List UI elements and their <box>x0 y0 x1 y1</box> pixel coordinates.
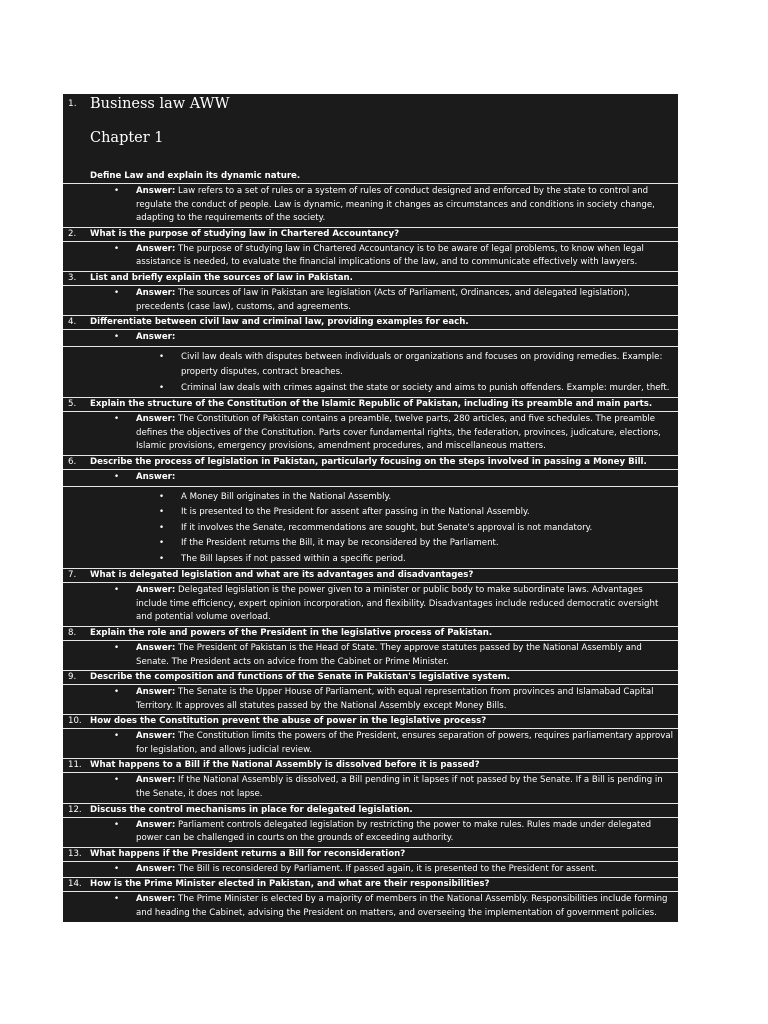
question-text: Describe the process of legislation in Pakistan, particularly focusing on the steps involved in passing a Money Bill. <box>90 457 647 468</box>
answer-label: Answer: <box>136 731 176 742</box>
answer-label: Answer: <box>136 287 176 298</box>
question-text: Explain the role and powers of the President in the legislative process of Pakistan. <box>90 627 493 638</box>
answer-item <box>63 285 678 315</box>
answer-text: The Constitution limits the powers of the President, ensures separation of powers, requires parliamentary approval for legislation, and allows judicial review. <box>136 731 674 755</box>
answer-label: Answer: <box>136 585 176 596</box>
question-heading <box>63 170 678 183</box>
sublist-text: A Money Bill originates in the National Assembly. <box>181 491 392 502</box>
document-title: Business law AWW <box>90 96 230 112</box>
bullet-icon: • <box>159 507 165 518</box>
question-text: List and briefly explain the sources of law in Pakistan. <box>90 272 353 283</box>
bullet-icon: • <box>159 382 165 393</box>
question-heading <box>63 670 678 684</box>
sublist-text: It is presented to the President for assent after passing in the National Assembly. <box>181 507 530 518</box>
sublist-item <box>159 490 674 506</box>
bullet-icon: • <box>159 491 165 502</box>
answer-text: Parliament controls delegated legislation by restricting the power to make rules. Rules made under delegated power can be challenged in courts on the grounds of exceeding authority. <box>136 819 652 844</box>
title-number: 1. <box>68 99 77 109</box>
question-number: 8. <box>68 627 77 638</box>
answer-sublist <box>63 346 678 398</box>
question-heading <box>63 568 678 582</box>
question-number: 11. <box>68 760 82 771</box>
question-heading <box>63 455 678 469</box>
question-heading <box>63 847 678 861</box>
answer-label: Answer: <box>136 894 176 905</box>
question-text: Discuss the control mechanisms in place for delegated legislation. <box>90 804 413 815</box>
answer-text: The Senate is the Upper House of Parliament, with equal representation from provinces and Islamabad Capital Territory. It approves all statutes passed by the National Assembly except Money Bills. <box>136 687 654 711</box>
answer-label: Answer: <box>136 863 176 874</box>
question-text: What happens to a Bill if the National Assembly is dissolved before it is passed? <box>90 760 480 771</box>
bullet-icon: • <box>159 538 165 549</box>
question-heading <box>63 803 678 817</box>
question-number: 2. <box>68 228 77 239</box>
answer-label: Answer: <box>136 332 176 343</box>
answer-text: The Bill is reconsidered by Parliament. If passed again, it is presented to the President for assent. <box>175 863 598 874</box>
answer-text: Law refers to a set of rules or a system of rules of conduct designed and enforced by the state to control and regulate the conduct of people. Law is dynamic, meaning it changes as circumstances and conditions in society change, adapting to the requirements of the society. <box>136 186 655 224</box>
sublist-text: If it involves the Senate, recommendations are sought, but Senate's approval is not mandatory. <box>181 522 593 533</box>
bullet-icon: • <box>114 642 120 653</box>
answer-item <box>63 891 678 921</box>
question-heading <box>63 315 678 329</box>
chapter-heading: Chapter 1 <box>90 130 164 146</box>
question-text: What is delegated legislation and what are its advantages and disadvantages? <box>90 570 474 581</box>
bullet-icon: • <box>114 332 120 343</box>
sublist-text: Civil law deals with disputes between individuals or organizations and focuses on providing remedies. Example: property disputes, contract breaches. <box>181 351 663 378</box>
question-number: 14. <box>68 879 82 890</box>
answer-text: The President of Pakistan is the Head of State. They approve statutes passed by the National Assembly and Senate. The President acts on advice from the Cabinet or Prime Minister. <box>136 642 642 667</box>
question-list <box>63 170 678 922</box>
bullet-icon: • <box>114 585 120 596</box>
sublist-item <box>159 536 674 552</box>
answer-item <box>63 183 678 227</box>
bullet-icon: • <box>114 687 120 698</box>
answer-item <box>63 684 678 714</box>
question-number: 7. <box>68 570 77 581</box>
question-number: 10. <box>68 716 82 727</box>
answer-text: The sources of law in Pakistan are legislation (Acts of Parliament, Ordinances, and delegated legislation), precedents (case law), customs, and agreements. <box>136 287 630 312</box>
bullet-icon: • <box>159 522 165 533</box>
question-text: How does the Constitution prevent the abuse of power in the legislative process? <box>90 716 487 727</box>
sublist-item <box>159 521 674 537</box>
answer-text: If the National Assembly is dissolved, a Bill pending in it lapses if not passed by the Senate. If a Bill is pending in the Senate, it does not lapse. <box>136 775 663 800</box>
bullet-icon: • <box>114 819 120 830</box>
question-number: 4. <box>68 317 77 328</box>
bullet-icon: • <box>114 472 120 483</box>
document-page <box>63 94 678 922</box>
answer-text: The Constitution of Pakistan contains a preamble, twelve parts, 280 articles, and five schedules. The preamble defines the objectives of the Constitution. Parts cover fundamental rights, the federation, provinces, judicature, elections, Islamic provisions, emergency provisions, amendment procedures, and miscellaneous matters. <box>136 414 661 452</box>
question-heading <box>63 227 678 241</box>
sublist-text: The Bill lapses if not passed within a specific period. <box>181 553 406 564</box>
bullet-icon: • <box>114 287 120 298</box>
question-heading <box>63 271 678 285</box>
bullet-icon: • <box>114 775 120 786</box>
question-heading <box>63 877 678 891</box>
answer-item <box>63 329 678 346</box>
question-text: What happens if the President returns a Bill for reconsideration? <box>90 848 406 859</box>
answer-item <box>63 861 678 878</box>
bullet-icon: • <box>114 894 120 905</box>
answer-text: The purpose of studying law in Chartered Accountancy is to be aware of legal problems, to know when legal assistance is needed, to evaluate the financial implications of the law, and to communicate effectively with lawyers. <box>136 243 644 268</box>
sublist-text: Criminal law deals with crimes against the state or society and aims to punish offenders. Example: murder, theft. <box>181 382 670 393</box>
answer-item <box>63 582 678 626</box>
answer-label: Answer: <box>136 819 176 830</box>
question-number: 6. <box>68 457 77 468</box>
question-number: 9. <box>68 672 77 683</box>
bullet-icon: • <box>114 731 120 742</box>
document-header <box>63 94 678 170</box>
question-heading <box>63 626 678 640</box>
answer-text: Delegated legislation is the power given to a minister or public body to make subordinate laws. Advantages include time efficiency, expert opinion incorporation, and flexibility. Disadvantages include reduced democratic oversight and potential volume overload. <box>136 585 659 623</box>
answer-sublist <box>63 486 678 569</box>
answer-label: Answer: <box>136 414 176 425</box>
answer-item <box>63 469 678 486</box>
bullet-icon: • <box>114 414 120 425</box>
answer-text: The Prime Minister is elected by a majority of members in the National Assembly. Responsibilities include forming and heading the Cabinet, advising the President on matters, and overseeing the implementation of government policies. <box>136 894 668 919</box>
question-heading <box>63 714 678 728</box>
answer-item <box>63 772 678 802</box>
question-text: Describe the composition and functions of the Senate in Pakistan's legislative system. <box>90 672 511 683</box>
question-text: Differentiate between civil law and criminal law, providing examples for each. <box>90 317 469 328</box>
sublist-item <box>159 505 674 521</box>
bullet-icon: • <box>114 243 120 254</box>
sublist-item <box>159 552 674 568</box>
answer-item <box>63 728 678 758</box>
answer-item <box>63 411 678 455</box>
bullet-icon: • <box>159 351 165 362</box>
question-text: Explain the structure of the Constitution of the Islamic Republic of Pakistan, including its preamble and main parts. <box>90 399 653 410</box>
answer-item <box>63 817 678 847</box>
answer-item <box>63 241 678 271</box>
question-text: What is the purpose of studying law in Chartered Accountancy? <box>90 228 400 239</box>
answer-item <box>63 640 678 670</box>
question-number: 3. <box>68 272 77 283</box>
question-heading <box>63 397 678 411</box>
question-number: 13. <box>68 848 82 859</box>
bullet-icon: • <box>114 186 120 196</box>
answer-label: Answer: <box>136 687 176 698</box>
answer-label: Answer: <box>136 243 176 254</box>
bullet-icon: • <box>159 553 165 564</box>
answer-label: Answer: <box>136 472 176 483</box>
question-number: 5. <box>68 399 77 410</box>
bullet-icon: • <box>114 863 120 874</box>
question-text: Define Law and explain its dynamic nature. <box>90 171 301 181</box>
answer-label: Answer: <box>136 775 176 786</box>
sublist-item <box>159 381 674 397</box>
question-text: How is the Prime Minister elected in Pakistan, and what are their responsibilities? <box>90 879 490 890</box>
question-number: 12. <box>68 804 82 815</box>
sublist-item <box>159 350 674 381</box>
answer-label: Answer: <box>136 642 176 653</box>
answer-label: Answer: <box>136 186 176 196</box>
question-heading <box>63 758 678 772</box>
sublist-text: If the President returns the Bill, it may be reconsidered by the Parliament. <box>181 538 499 549</box>
